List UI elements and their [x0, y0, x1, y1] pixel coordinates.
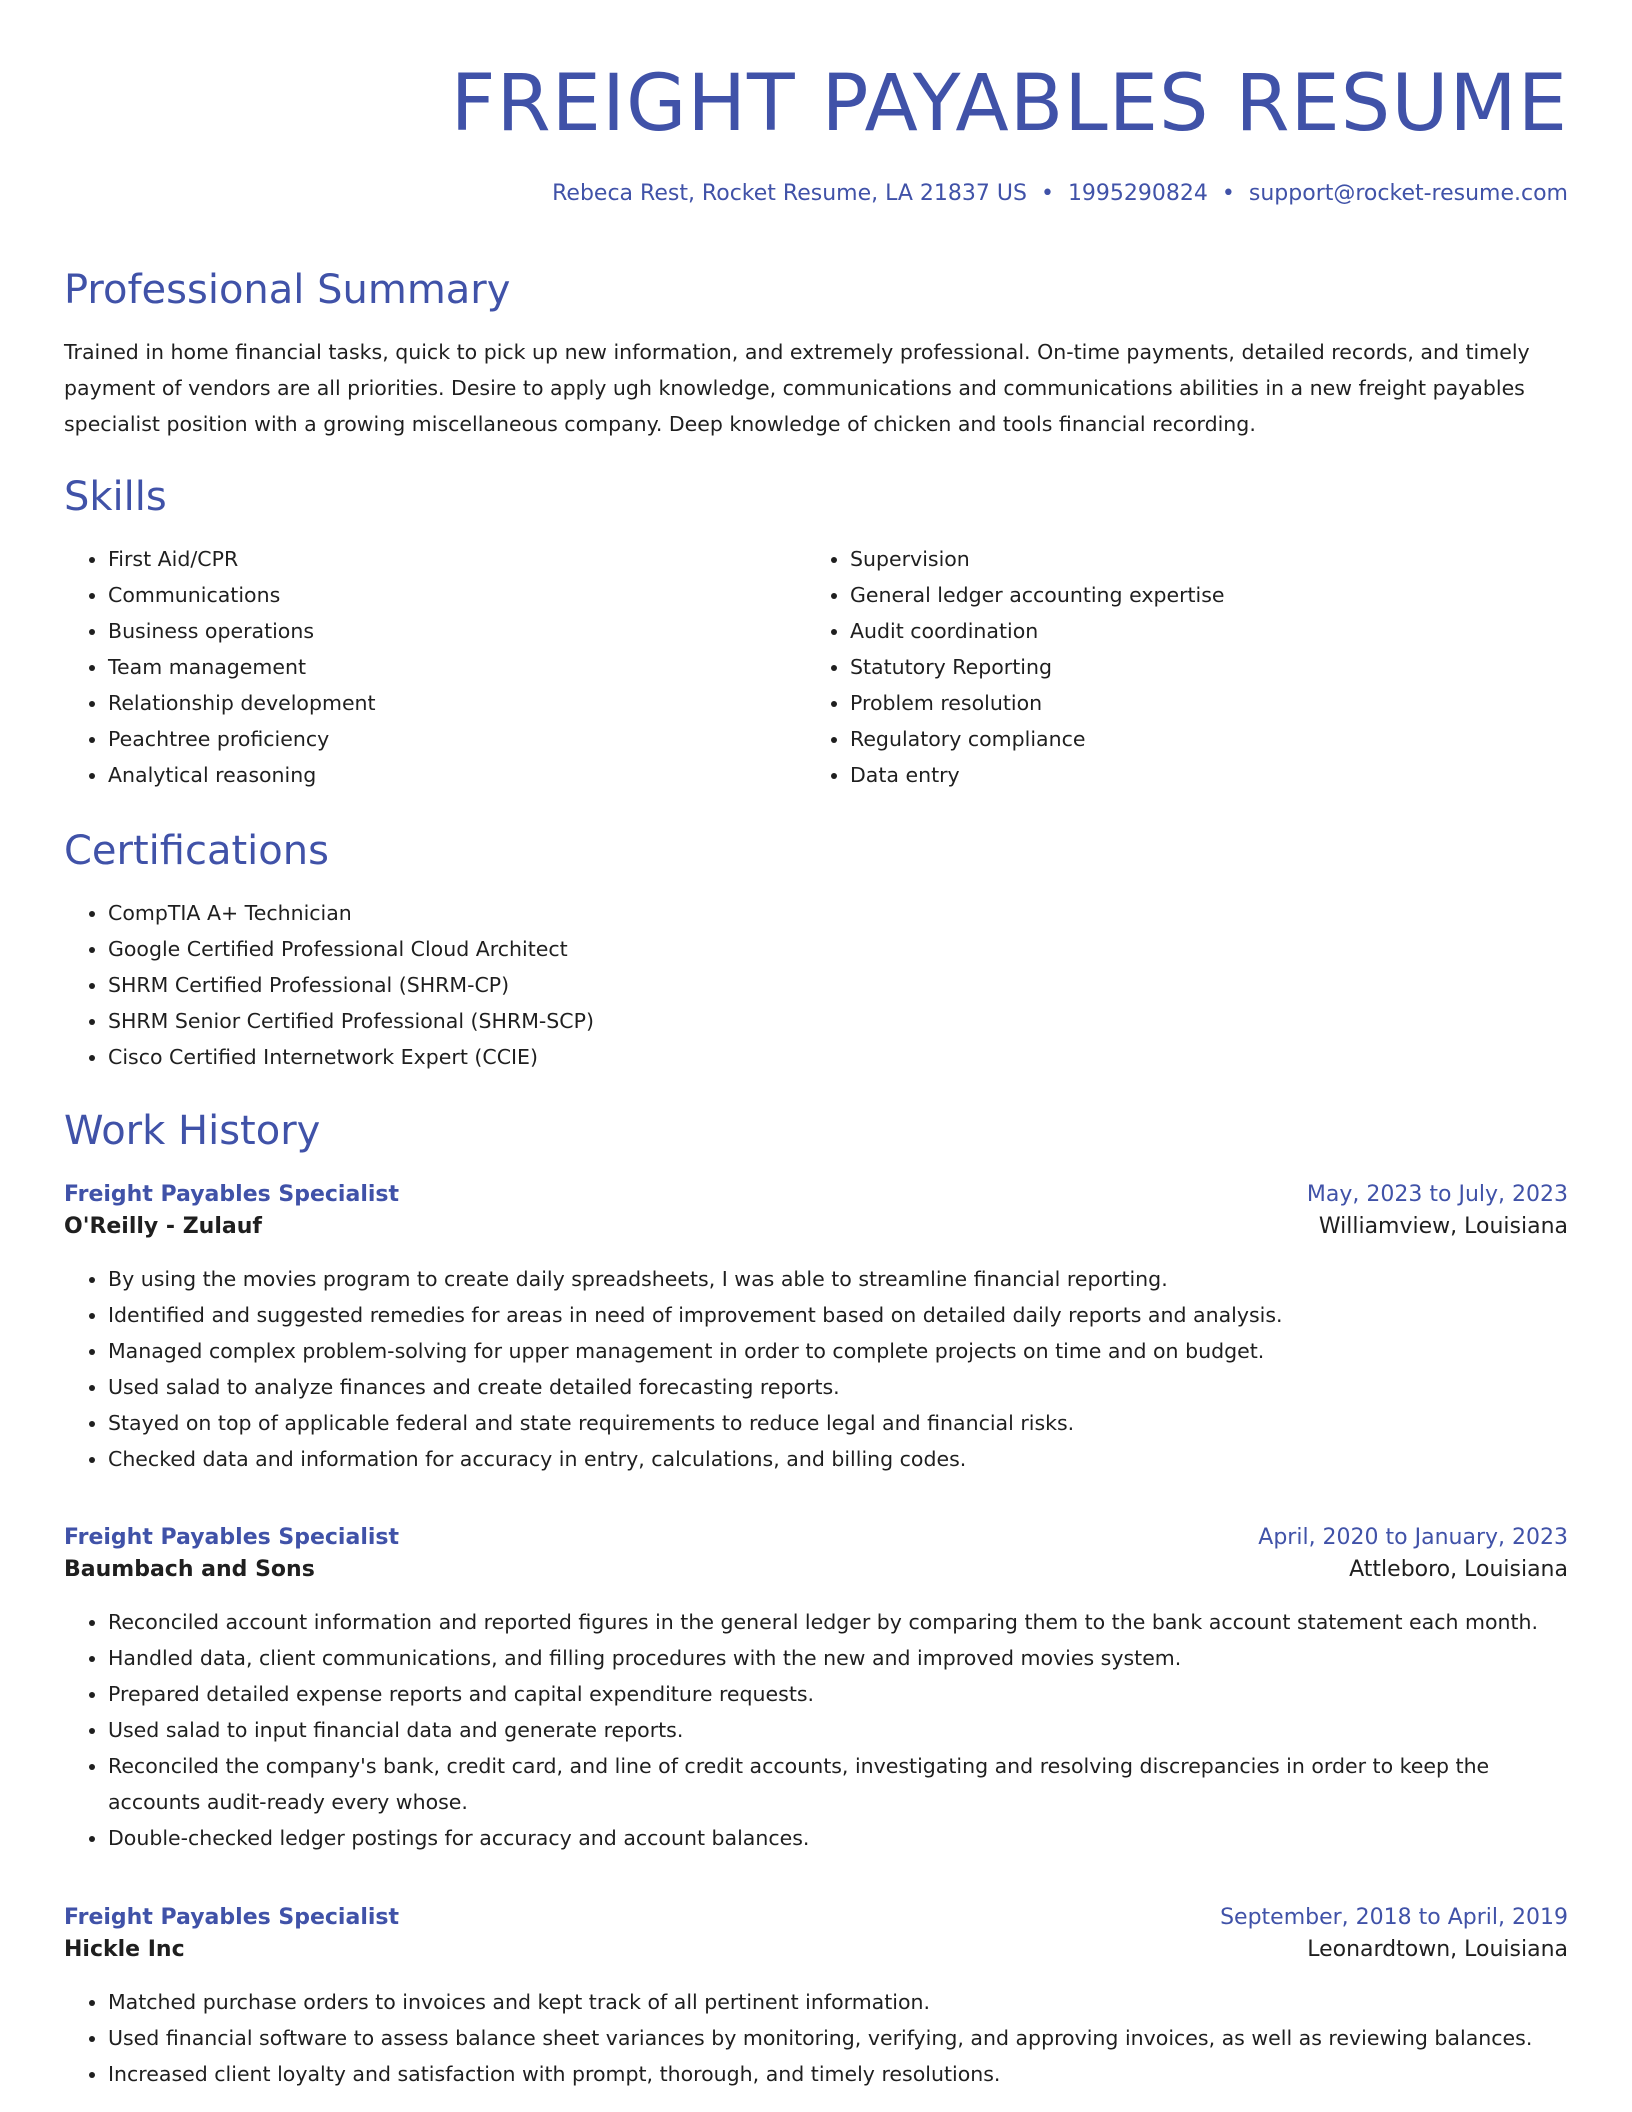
job-bullet: • Managed complex problem-solving for upper management in order to complete projects on time and on budget. [108, 1333, 1568, 1369]
skill-item: • Peachtree proficiency [108, 721, 806, 757]
skill-item: • First Aid/CPR [108, 541, 806, 577]
skills-list-left [64, 541, 806, 793]
job-bullet: • Double-checked ledger postings for accuracy and account balances. [108, 1820, 1568, 1856]
job-company-row [64, 1211, 1568, 1243]
job-bullet: • Handled data, client communications, and filling procedures with the new and improved movies system. [108, 1640, 1568, 1676]
job-bullet: • Identified and suggested remedies for areas in need of improvement based on detailed daily reports and analysis. [108, 1297, 1568, 1333]
job-bullet: • Used salad to input financial data and generate reports. [108, 1712, 1568, 1748]
job-location: Attleboro, Louisiana [1349, 1557, 1568, 1582]
resume-page [64, 0, 1568, 2086]
job-entry [64, 1179, 1568, 1477]
certifications-bullets [64, 895, 1568, 1075]
job-dates: May, 2023 to July, 2023 [1306, 1182, 1568, 1207]
skill-item: • Communications [108, 577, 806, 613]
job-bullet: • Reconciled account information and reported figures in the general ledger by comparing them to the bank account statement each month. [108, 1604, 1568, 1640]
contact-separator: • [1040, 181, 1054, 206]
contact-email[interactable]: support@rocket-resume.com [1248, 181, 1568, 206]
skills-columns [64, 541, 1568, 793]
job-bullet: • Prepared detailed expense reports and capital expenditure requests. [108, 1676, 1568, 1712]
skills-list-right [806, 541, 1548, 793]
job-dates: September, 2018 to April, 2019 [1220, 1905, 1568, 1930]
skill-item: • Statutory Reporting [850, 649, 1548, 685]
summary-heading: Professional Summary [64, 267, 511, 313]
certification-item: • Google Certified Professional Cloud Architect [108, 931, 1568, 967]
job-bullet: • Checked data and information for accuracy in entry, calculations, and billing codes. [108, 1441, 1568, 1477]
job-bullet: • By using the movies program to create daily spreadsheets, I was able to streamline financial reporting. [108, 1261, 1568, 1297]
skills-column-left [64, 541, 806, 793]
skill-item: • Relationship development [108, 685, 806, 721]
job-entry [64, 1522, 1568, 1856]
job-location: Williamview, Louisiana [1318, 1214, 1568, 1239]
contact-separator: • [1221, 181, 1235, 206]
skills-column-right [806, 541, 1548, 793]
job-bullets [64, 1261, 1568, 1477]
skill-item: • Problem resolution [850, 685, 1548, 721]
summary-text: Trained in home financial tasks, quick to pick up new information, and extremely professional. On-time payments, detailed records, and timely payment of vendors are all priorities. Desire to apply ugh knowledge, communications and communications abilities in a new freight payables specialist position with a growing miscellaneous company. Deep knowledge of chicken and tools financial recording. [64, 340, 1530, 436]
skill-item: • Regulatory compliance [850, 721, 1548, 757]
job-bullets [64, 1604, 1568, 1856]
job-company-row [64, 1934, 1568, 1966]
skill-item: • Supervision [850, 541, 1548, 577]
job-bullet: • Stayed on top of applicable federal and state requirements to reduce legal and financial risks. [108, 1405, 1568, 1441]
job-bullet: • Used financial software to assess balance sheet variances by monitoring, verifying, and approving invoices, as well as reviewing balances. [108, 2020, 1568, 2056]
certifications-list [64, 895, 1568, 1075]
certifications-heading: Certifications [64, 828, 329, 874]
contact-address: Rebeca Rest, Rocket Resume, LA 21837 US [552, 181, 1027, 206]
job-title-row [64, 1902, 1568, 1934]
job-bullet: • Matched purchase orders to invoices and kept track of all pertinent information. [108, 1984, 1568, 2020]
certification-item: • SHRM Certified Professional (SHRM-CP) [108, 967, 1568, 1003]
job-bullet: • Used salad to analyze finances and create detailed forecasting reports. [108, 1369, 1568, 1405]
skill-item: • General ledger accounting expertise [850, 577, 1548, 613]
job-dates: April, 2020 to January, 2023 [1258, 1525, 1568, 1550]
certification-item: • Cisco Certified Internetwork Expert (CCIE) [108, 1039, 1568, 1075]
job-title: Freight Payables Specialist [64, 1905, 400, 1930]
skill-item: • Data entry [850, 757, 1548, 793]
skill-item: • Audit coordination [850, 613, 1548, 649]
certification-item: • SHRM Senior Certified Professional (SHRM-SCP) [108, 1003, 1568, 1039]
job-location: Leonardtown, Louisiana [1307, 1937, 1568, 1962]
job-entry [64, 1902, 1568, 2092]
job-title-row [64, 1179, 1568, 1211]
job-company-row [64, 1554, 1568, 1586]
work-history-heading: Work History [64, 1108, 321, 1154]
contact-phone: 1995290824 [1067, 181, 1208, 206]
resume-title: FREIGHT PAYABLES RESUME [450, 59, 1568, 149]
job-title: Freight Payables Specialist [64, 1182, 400, 1207]
job-company: Baumbach and Sons [64, 1557, 315, 1582]
job-bullet: • Increased client loyalty and satisfaction with prompt, thorough, and timely resolutions. [108, 2056, 1568, 2092]
job-bullets [64, 1984, 1568, 2092]
certification-item: • CompTIA A+ Technician [108, 895, 1568, 931]
job-title: Freight Payables Specialist [64, 1525, 400, 1550]
skill-item: • Team management [108, 649, 806, 685]
skills-heading: Skills [64, 474, 167, 520]
job-title-row [64, 1522, 1568, 1554]
job-company: O'Reilly - Zulauf [64, 1214, 262, 1239]
skill-item: • Business operations [108, 613, 806, 649]
skill-item: • Analytical reasoning [108, 757, 806, 793]
contact-line [64, 178, 1568, 210]
job-bullet: • Reconciled the company's bank, credit card, and line of credit accounts, investigating and resolving discrepancies in order to keep the accounts audit-ready every whose. [108, 1748, 1568, 1820]
job-company: Hickle Inc [64, 1937, 185, 1962]
